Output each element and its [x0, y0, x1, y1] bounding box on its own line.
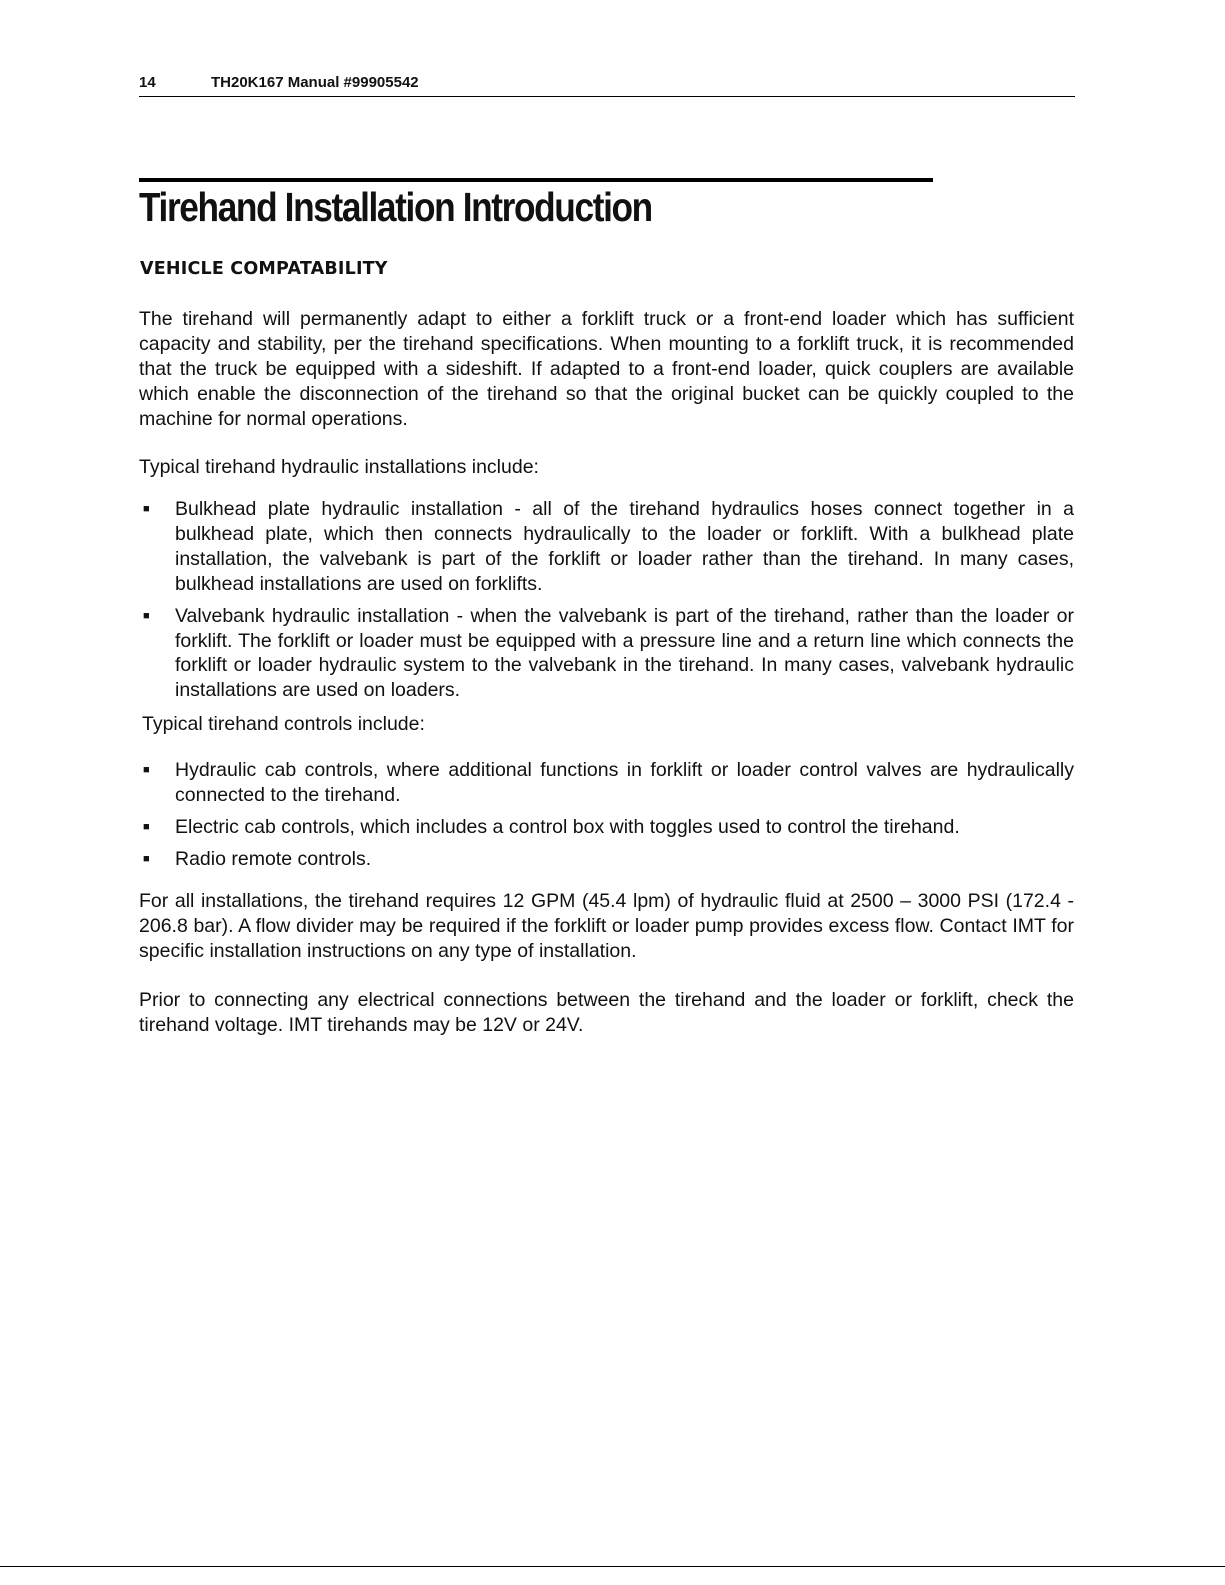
- controls-list: [139, 758, 1074, 872]
- list-item: [139, 815, 1074, 840]
- list-item-text: Valvebank hydraulic installation - when the valvebank is part of the tirehand, rather than the loader or forklift. The forklift or loader must be equipped with a pressure line and a return line which connects the forklift or loader hydraulic system to the valvebank in the tirehand. In many cases, valvebank hydraulic installations are used on loaders.: [175, 604, 1074, 702]
- manual-title: TH20K167 Manual #99905542: [211, 74, 419, 91]
- list-item: [139, 847, 1074, 872]
- list-item: [139, 758, 1074, 808]
- list-item-text: Hydraulic cab controls, where additional functions in forklift or loader control valves are hydraulically connected to the tirehand.: [175, 759, 1074, 806]
- list-item-text: Electric cab controls, which includes a control box with toggles used to control the tirehand.: [175, 815, 960, 838]
- title-rule: [139, 178, 933, 182]
- footer-rule: [0, 1566, 1225, 1567]
- page-number: 14: [139, 74, 156, 91]
- hydraulic-intro-paragraph: Typical tirehand hydraulic installations include:: [139, 456, 539, 478]
- bullet-icon: ■: [143, 820, 150, 833]
- bullet-icon: ■: [143, 764, 150, 776]
- section-heading: VEHICLE COMPATABILITY: [140, 259, 388, 279]
- bullet-icon: ■: [143, 503, 150, 515]
- list-item: [139, 497, 1074, 597]
- list-item-text: Radio remote controls.: [175, 847, 372, 870]
- list-item: [139, 604, 1074, 704]
- controls-intro-paragraph: Typical tirehand controls include:: [142, 713, 425, 735]
- requirements-paragraph: For all installations, the tirehand requires 12 GPM (45.4 lpm) of hydraulic fluid at 2500 – 3000 PSI (172.4 - 206.8 bar). A flow divider may be required if the forklift or loader pump provides excess flow. Contact IMT for specific installation instructions on any type of installation.: [139, 890, 1074, 962]
- page-title: Tirehand Installation Introduction: [139, 184, 652, 230]
- hydraulic-installations-list: [139, 497, 1074, 703]
- intro-paragraph: The tirehand will permanently adapt to either a forklift truck or a front-end loader which has sufficient capacity and stability, per the tirehand specifications. When mounting to a forklift truck, it is recommended that the truck be equipped with a sideshift. If adapted to a front-end loader, quick couplers are available which enable the disconnection of the tirehand so that the original bucket can be quickly coupled to the machine for normal operations.: [139, 308, 1074, 430]
- bullet-icon: ■: [143, 609, 150, 622]
- voltage-paragraph: Prior to connecting any electrical connections between the tirehand and the loader or forklift, check the tirehand voltage. IMT tirehands may be 12V or 24V.: [139, 989, 1074, 1036]
- bullet-icon: ■: [143, 852, 150, 865]
- list-item-text: Bulkhead plate hydraulic installation - all of the tirehand hydraulics hoses connect together in a bulkhead plate, which then connects hydraulically to the loader or forklift. With a bulkhead plate installation, the valvebank is part of the forklift or loader rather than the tirehand. In many cases, bulkhead installations are used on forklifts.: [175, 498, 1074, 595]
- page-header: [139, 72, 1075, 97]
